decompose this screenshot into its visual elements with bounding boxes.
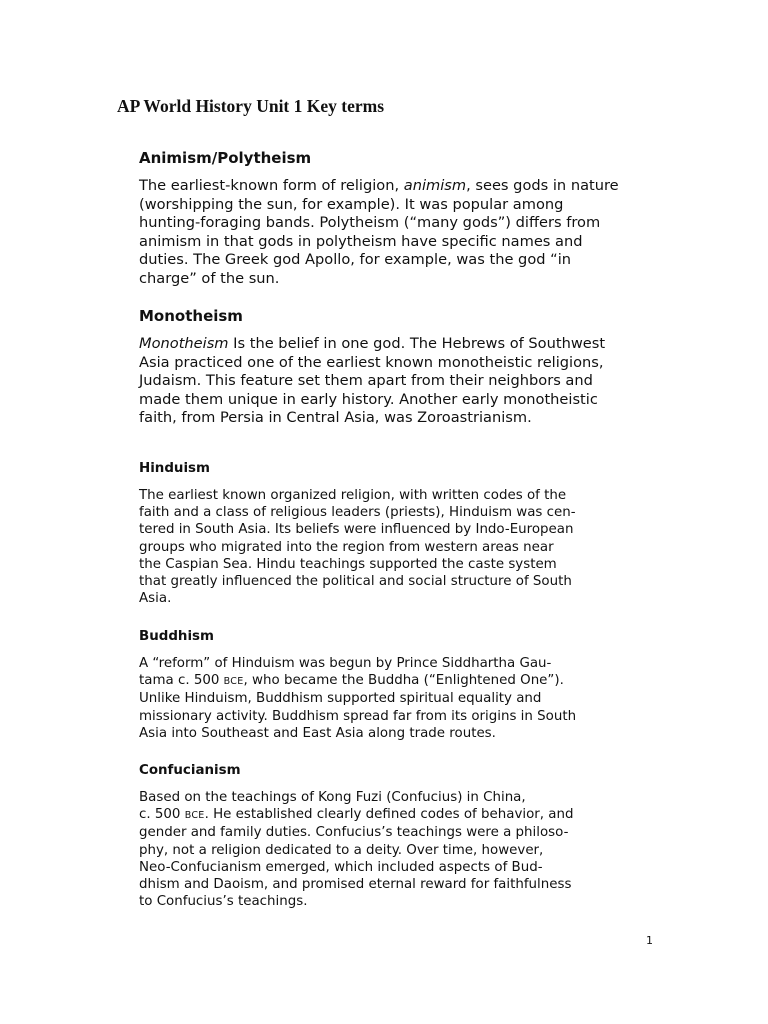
italic-term: Monotheism	[139, 335, 229, 352]
section-body: Based on the teachings of Kong Fuzi (Confucius) in China, c. 500 BCE. He established clearly defined codes of behavior, and gender and family duties. Confucius’s teachings were a philoso- phy, not a religion dedicated to a deity. Over time, however, Neo-Confucianism emerged, which included aspects of Bud- dhism and Daoism, and promised eternal reward for faithfulness to Confucius’s teachings.	[139, 790, 574, 910]
section-monotheism	[139, 307, 619, 428]
section-animism-polytheism	[139, 149, 619, 289]
italic-term: animism	[403, 177, 467, 194]
era-abbreviation: BCE	[223, 676, 244, 688]
section-heading: Confucianism	[139, 763, 241, 778]
section-hinduism	[139, 461, 619, 607]
section-body: The earliest-known form of religion, animism, sees gods in nature (worshipping the sun, for example). It was popular among hunting-foraging bands. Polytheism (“many gods”) differs from animism in that gods in polytheism have specific names and duties. The Greek god Apollo, for example, was the god “in charge” of the sun.	[139, 177, 619, 287]
section-confucianism	[139, 763, 619, 910]
section-heading: Hinduism	[139, 461, 210, 476]
section-body: A “reform” of Hinduism was begun by Prince Siddhartha Gau- tama c. 500 BCE, who became the Buddha (“Enlightened One”). Unlike Hinduism, Buddhism supported spiritual equality and missionary activity. Buddhism spread far from its origins in South Asia into Southeast and East Asia along trade routes.	[139, 656, 577, 741]
page-number: 1	[646, 934, 653, 947]
section-buddhism	[139, 629, 619, 742]
section-body: Monotheism Is the belief in one god. The Hebrews of Southwest Asia practiced one of the earliest known monotheistic religions, Judaism. This feature set them apart from their neighbors and made them unique in early history. Another early monotheistic faith, from Persia in Central Asia, was Zoroastrianism.	[139, 335, 606, 427]
section-heading: Animism/Polytheism	[139, 149, 312, 167]
section-heading: Buddhism	[139, 629, 214, 644]
section-body: The earliest known organized religion, with written codes of the faith and a class of religious leaders (priests), Hinduism was cen- tered in South Asia. Its beliefs were influenced by Indo-European groups who migrated into the region from western areas near the Caspian Sea. Hindu teachings supported the caste system that greatly influenced the political and social structure of South Asia.	[139, 488, 576, 607]
section-heading: Monotheism	[139, 307, 243, 325]
era-abbreviation: BCE	[184, 810, 205, 822]
page-title: AP World History Unit 1 Key terms	[117, 96, 385, 116]
